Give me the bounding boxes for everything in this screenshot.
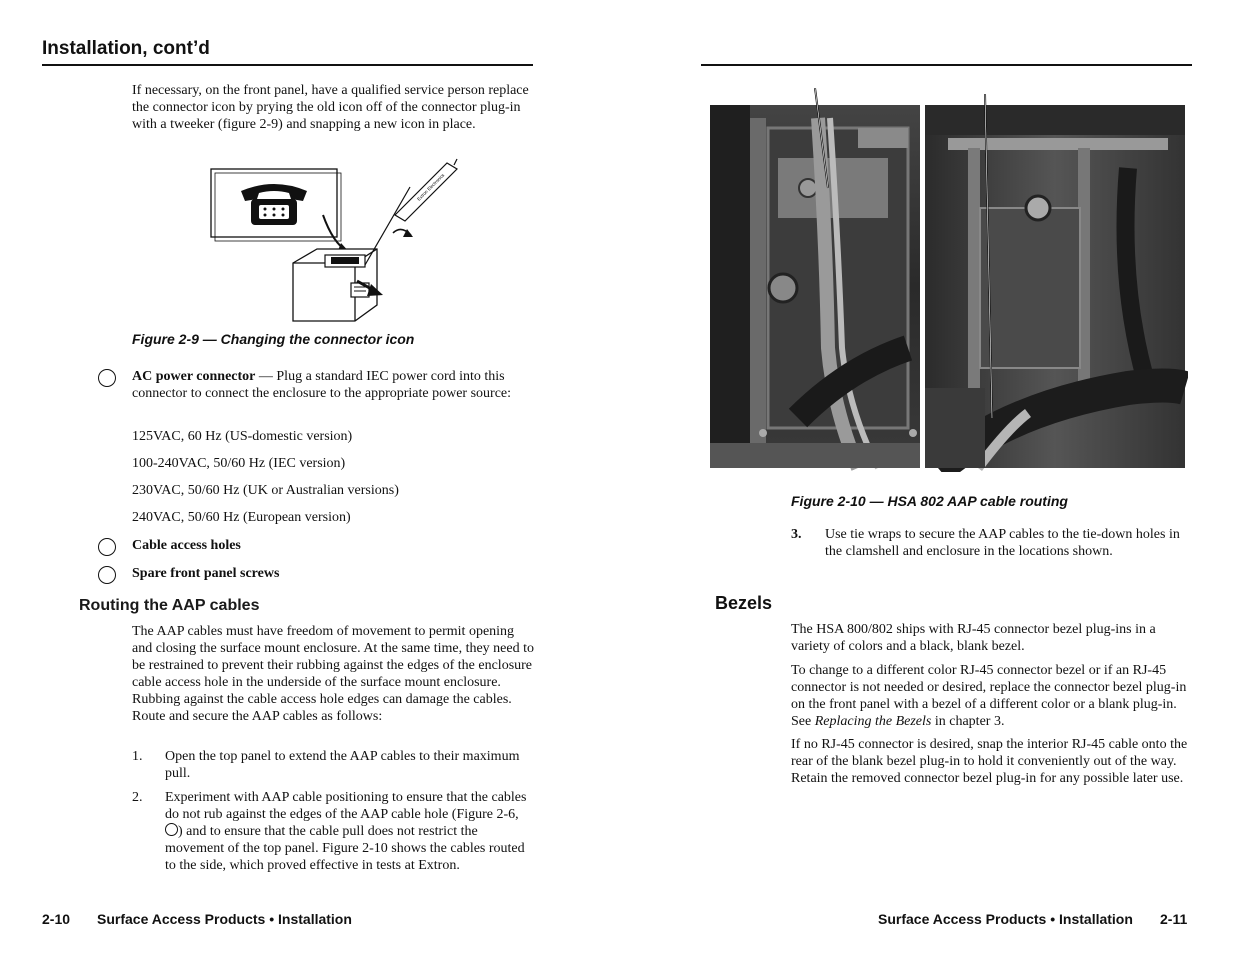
step-2-text-b: ) and to ensure that the cable pull does not restrict the movement of the top panel. Figure 2-10 shows the cables routed to the side, which proved effective in tests at Extron.: [165, 824, 525, 873]
step-3-text: Use tie wraps to secure the AAP cables to the tie-down holes in the clamshell and enclosure in the locations shown.: [825, 527, 1180, 559]
spare-screws-label: Spare front panel screws: [132, 566, 280, 581]
tweeker-brand-label: Extron Electronics: [416, 172, 446, 202]
tweeker-tool: [365, 159, 457, 265]
voltage-item: 230VAC, 50/60 Hz (UK or Australian versions): [132, 483, 399, 498]
bezels-heading: Bezels: [715, 593, 773, 613]
figure-2-9-illustration: [205, 155, 470, 330]
voltage-item: 240VAC, 50/60 Hz (European version): [132, 510, 351, 525]
step-1-number: 1.: [132, 749, 143, 764]
inline-callout-circle: [165, 823, 178, 836]
voltage-item: 100-240VAC, 50/60 Hz (IEC version): [132, 456, 346, 471]
intro-paragraph: If necessary, on the front panel, have a qualified service person replace the connector icon by prying the old icon off of the connector plug-in with a tweeker (figure 2-9) and snapping a new icon in place.: [132, 83, 529, 132]
bezels-paragraph-2: [791, 662, 1191, 730]
bezels-p2-b: in chapter 3.: [931, 714, 1005, 729]
routing-intro: The AAP cables must have freedom of movement to permit opening and closing the surface mount enclosure. At the same time, they need to be restrained to prevent their rubbing against the edges of the enclosure cable access hole in the underside of the surface mount enclosure. Rubbing against the cable access hole edges can damage the cables. Route and secure the AAP cables as follows:: [132, 624, 534, 724]
figure-2-10-caption: Figure 2-10 — HSA 802 AAP cable routing: [791, 493, 1068, 509]
photo-right: [925, 105, 1185, 468]
voltage-item: 125VAC, 60 Hz (US-domestic version): [132, 429, 353, 444]
footer-page-number-left: 2-10: [42, 911, 71, 927]
routing-heading: Routing the AAP cables: [79, 597, 260, 614]
callout-circle-cable-holes: [98, 538, 116, 556]
cable-access-holes-label: Cable access holes: [132, 538, 241, 553]
ac-power-text: — Plug a standard IEC power cord into this connector to connect the enclosure to the appropriate power source:: [132, 369, 512, 401]
footer-title-right: Surface Access Products • Installation: [878, 911, 1133, 927]
header-rule-right: [701, 64, 1192, 66]
step-3-number: 3.: [791, 527, 802, 542]
bezels-paragraph-1: The HSA 800/802 ships with RJ-45 connector bezel plug-ins in a variety of colors and a black, blank bezel.: [791, 622, 1156, 654]
figure-2-9-caption: Figure 2-9 — Changing the connector icon: [132, 331, 415, 347]
step-1-text: Open the top panel to extend the AAP cables to their maximum pull.: [165, 749, 520, 781]
footer-title-left: Surface Access Products • Installation: [97, 911, 352, 927]
callout-circle-ac: [98, 369, 116, 387]
ac-power-paragraph: [132, 368, 534, 402]
bezels-p2-a: To change to a different color RJ-45 connector bezel or if an RJ-45 connector is not needed or desired, replace the connector bezel plug-in on the front panel with a bezel of a different color or a blank plug-in. See: [791, 663, 1187, 729]
step-2-text-a: Experiment with AAP cable positioning to ensure that the cables do not rub against the edges of the AAP cable hole (Figure 2-6,: [165, 790, 527, 822]
ac-power-label: AC power connector: [132, 369, 256, 384]
photo-left: [710, 105, 920, 468]
callout-circle-spare-screws: [98, 566, 116, 584]
step-2-text: [165, 789, 535, 874]
bezels-paragraph-3: If no RJ-45 connector is desired, snap the interior RJ-45 cable onto the rear of the blank bezel plug-in to hold it conveniently out of the way. Retain the removed connector bezel plug-in for any possible later use.: [791, 737, 1188, 786]
footer-page-number-right: 2-11: [1160, 911, 1188, 927]
figure-2-10-photos: [708, 88, 1188, 472]
bezels-p2-italic: Replacing the Bezels: [814, 714, 932, 729]
header-rule-left: [42, 64, 533, 66]
step-2-number: 2.: [132, 790, 143, 805]
page-header-left: Installation, cont’d: [42, 38, 210, 59]
